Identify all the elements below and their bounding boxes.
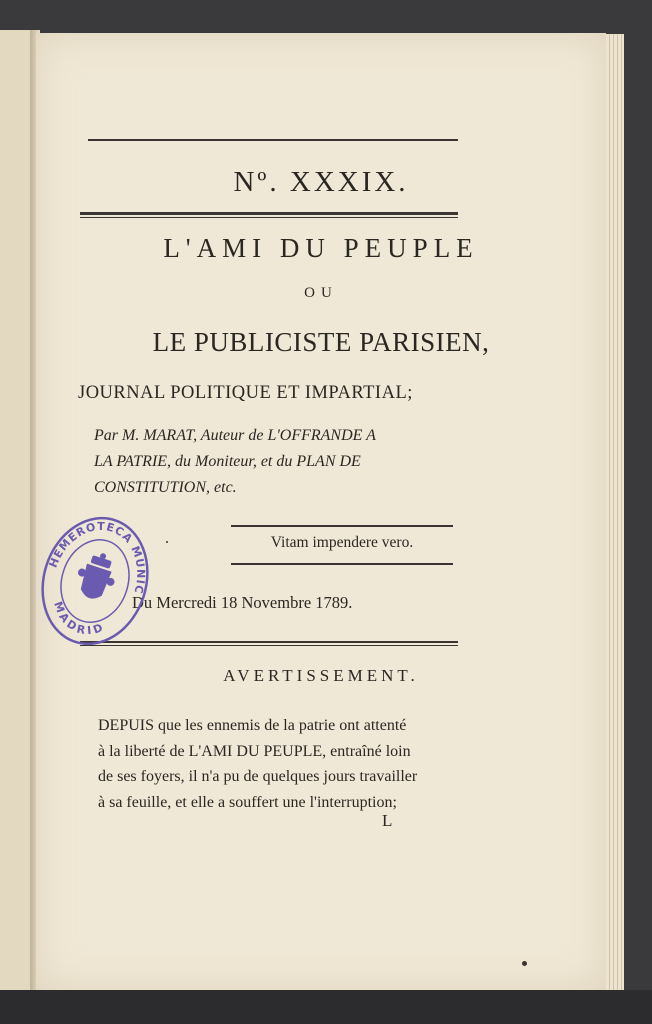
ink-speck [522, 961, 527, 966]
issue-number: Nº. XXXIX. [233, 166, 409, 198]
author-line: Par M. MARAT, Auteur de L'OFFRANDE A [94, 427, 376, 444]
title-rule-thick [80, 212, 458, 215]
date-rule-thin [80, 645, 458, 646]
stamp-seal-icon [21, 497, 169, 664]
author-credit [94, 423, 478, 501]
author-line: CONSTITUTION, etc. [94, 479, 237, 496]
body-paragraph [98, 713, 458, 815]
newspaper-page [36, 33, 606, 991]
newspaper-title: L'AMI DU PEUPLE [163, 233, 479, 263]
title-conjunction: OU [304, 285, 338, 301]
background-scan-border [0, 990, 652, 1024]
signature-mark: L [382, 811, 393, 830]
section-heading: AVERTISSEMENT. [223, 666, 419, 685]
library-stamp [21, 497, 169, 664]
date-rule-thick [80, 641, 458, 643]
newspaper-subtitle: LE PUBLICISTE PARISIEN, [152, 327, 490, 357]
svg-text:HEMEROTECA MUNICIPAL: HEMEROTECA MUNICIPAL [46, 519, 148, 596]
motto-rule-top [231, 525, 453, 527]
author-line: LA PATRIE, du Moniteur, et du PLAN DE [94, 453, 361, 470]
issue-date: Du Mercredi 18 Novembre 1789. [132, 593, 353, 612]
title-rule-thin [80, 217, 458, 218]
journal-description: JOURNAL POLITIQUE ET IMPARTIAL; [78, 383, 413, 403]
body-line: DEPUIS que les ennemis de la patrie ont attenté [98, 717, 407, 734]
motto: Vitam impendere vero. [270, 534, 414, 551]
ink-speck [166, 541, 168, 543]
body-line: à la liberté de L'AMI DU PEUPLE, entraîné loin [98, 742, 411, 760]
body-line: à sa feuille, et elle a souffert une l'interruption; [98, 793, 397, 811]
motto-rule-bottom [231, 563, 453, 565]
top-rule [88, 139, 458, 141]
svg-text:MADRID: MADRID [51, 599, 108, 638]
body-line: de ses foyers, il n'a pu de quelques jours travailler [98, 768, 418, 785]
